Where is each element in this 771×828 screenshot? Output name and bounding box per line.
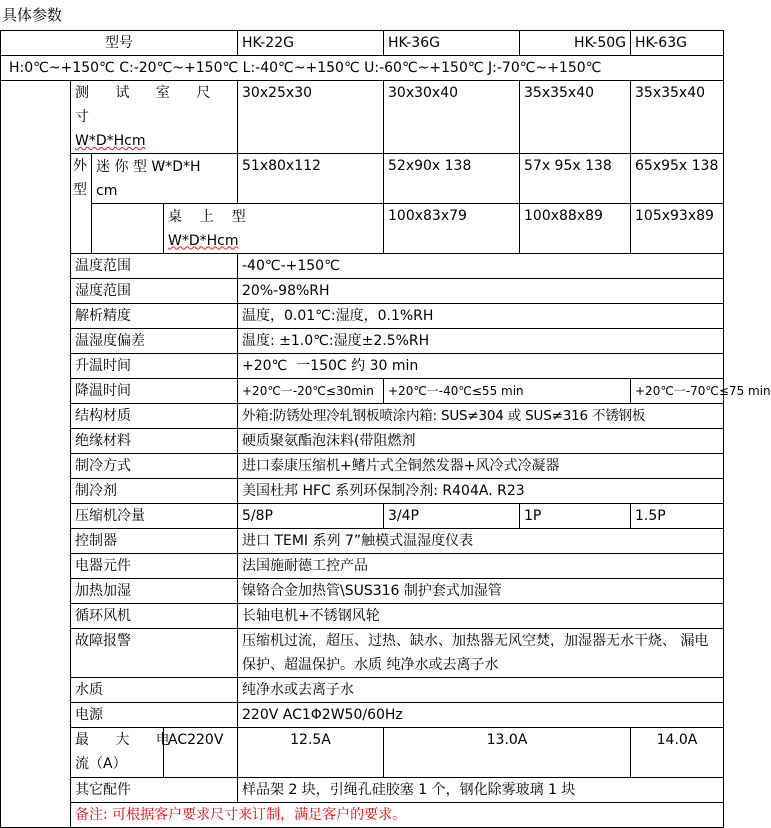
spec-value: 温度: ±1.0℃:湿度±2.5%RH [238, 329, 724, 354]
spec-row [1, 678, 724, 703]
current-label [71, 728, 181, 778]
spec-value: +20℃一-40℃≤55 min [384, 379, 631, 404]
current-label-line-2: 流（A） [75, 756, 127, 772]
spec-value: 3/4P [384, 504, 520, 529]
note-text: 备注: 可根据客户要求尺寸来订制，满足客户的要求。 [71, 803, 724, 828]
outer-label [71, 154, 92, 254]
spec-value: 镍铬合金加热管\SUS316 制护套式加湿管 [238, 579, 724, 604]
spec-value: 1.5P [631, 504, 724, 529]
spec-value: 美国杜邦 HFC 系列环保制冷剂: R404A. R23 [238, 479, 724, 504]
model-cell: HK-63G [631, 31, 724, 56]
spec-value: 长轴电机+不锈钢风轮 [238, 604, 724, 629]
model-cell: HK-36G [384, 31, 520, 56]
current-value: 13.0A [384, 728, 631, 778]
spec-label: 制冷剂 [71, 479, 238, 504]
note-row [1, 803, 724, 828]
spec-row [1, 404, 724, 429]
spec-value: 温度，0.01℃:湿度，0.1%RH [238, 304, 724, 329]
spec-row [1, 604, 724, 629]
spec-label: 绝缘材料 [71, 429, 238, 454]
spec-label: 电源 [71, 703, 238, 728]
blank-cell [92, 204, 164, 254]
outer-label-char: 外 [73, 158, 87, 174]
desk-size-cell: 100x88x89 [520, 204, 631, 254]
spec-value: 纯净水或去离子水 [238, 678, 724, 703]
model-label: 型号 [1, 31, 238, 56]
current-label-line-1: 最 大 电 [75, 732, 181, 748]
desk-size-label-line-2: W*D*Hcm [168, 232, 239, 249]
spec-value: 进口泰康压缩机+鳍片式全铜然发器+风冷式冷凝器 [238, 454, 724, 479]
current-row [1, 728, 724, 778]
chamber-size-cell: 35x35x40 [520, 81, 631, 154]
spec-value: 样品架 2 块，引绳孔硅胶塞 1 个，钢化除雾玻璃 1 块 [238, 778, 724, 803]
spec-row [1, 329, 724, 354]
desk-size-row [1, 204, 724, 254]
temp-codes-row [1, 56, 724, 81]
spec-label: 加热加湿 [71, 579, 238, 604]
spec-row [1, 379, 724, 404]
spec-label: 控制器 [71, 529, 238, 554]
spec-label: 温度范围 [71, 254, 238, 279]
spec-value: -40℃-+150℃ [238, 254, 724, 279]
mini-size-cell: 51x80x112 [238, 154, 384, 204]
spec-value: 硬质聚氨酯泡沫料(带阻燃剂 [238, 429, 724, 454]
spec-value: +20℃ 一150C 约 30 min [238, 354, 724, 379]
desk-size-label [164, 204, 384, 254]
spec-row [1, 279, 724, 304]
chamber-size-cell: 30x25x30 [238, 81, 384, 154]
spec-value: 220V AC1Φ2W50/60Hz [238, 703, 724, 728]
spec-value: +20℃一-70℃≤75 min [631, 379, 724, 404]
spec-value: 20%-98%RH [238, 279, 724, 304]
spec-row [1, 454, 724, 479]
spec-row [1, 778, 724, 803]
spec-label: 水质 [71, 678, 238, 703]
spec-label: 电器元件 [71, 554, 238, 579]
model-cell: HK-22G [238, 31, 384, 56]
page-title: 具体参数 [2, 6, 63, 24]
spec-row [1, 554, 724, 579]
spec-label: 降温时间 [71, 379, 238, 404]
spec-label: 制冷方式 [71, 454, 238, 479]
chamber-size-label-line-1: 测 试 室 尺 寸 [75, 85, 222, 125]
header-row [1, 31, 724, 56]
blank-column [1, 254, 71, 803]
spec-row [1, 304, 724, 329]
mini-size-label-line-2: cm [96, 182, 118, 199]
current-value: 12.5A [238, 728, 384, 778]
desk-size-cell: 100x83x79 [384, 204, 520, 254]
spec-value: 外箱:防锈处理冷轧钢板喷涂内箱: SUS≠304 或 SUS≠316 不锈钢板 [238, 404, 724, 429]
spec-label: 结构材质 [71, 404, 238, 429]
chamber-size-row [1, 81, 724, 154]
chamber-size-label-line-2: W*D*Hcm [75, 133, 146, 149]
spec-row [1, 579, 724, 604]
spec-row [1, 354, 724, 379]
spec-row [1, 529, 724, 554]
mini-size-cell: 65x95x 138 [631, 154, 724, 204]
mini-size-label-line-1: 迷 你 型 W*D*H [96, 158, 201, 175]
desk-size-cell: 105x93x89 [631, 204, 724, 254]
spec-row [1, 429, 724, 454]
spec-row [1, 629, 724, 678]
spec-row [1, 504, 724, 529]
spec-value: 1P [520, 504, 631, 529]
spec-label: 其它配件 [71, 778, 238, 803]
spec-value: 法国施耐德工控产品 [238, 554, 724, 579]
spec-label: 解析精度 [71, 304, 238, 329]
spec-label: 循环风机 [71, 604, 238, 629]
model-cell: HK-50G [520, 31, 631, 56]
spec-value: 压缩机过流，超压、过热、缺水、加热器无风空焚，加湿器无水干烧、 漏电保护、超温保护。水质 纯净水或去离子水 [238, 629, 724, 678]
mini-size-row [1, 154, 724, 204]
outer-label-char: 型 [73, 182, 87, 198]
spec-label: 湿度范围 [71, 279, 238, 304]
chamber-size-label [71, 81, 238, 154]
mini-size-label [92, 154, 238, 204]
blank-cell [1, 803, 71, 828]
chamber-size-cell: 35x35x40 [631, 81, 724, 154]
spec-value: 进口 TEMI 系列 7”触模式温湿度仪表 [238, 529, 724, 554]
spec-row [1, 479, 724, 504]
spec-label: 温湿度偏差 [71, 329, 238, 354]
current-value: 14.0A [631, 728, 724, 778]
spec-row [1, 703, 724, 728]
blank-cell [1, 81, 71, 254]
spec-label: 故障报警 [71, 629, 238, 678]
temp-codes: H:0℃~+150℃ C:-20℃~+150℃ L:-40℃~+150℃ U:-60℃~+150℃ J:-70℃~+150℃ [1, 56, 724, 81]
current-voltage: AC220V [164, 728, 238, 778]
spec-value: 5/8P [238, 504, 384, 529]
spec-label: 压缩机冷量 [71, 504, 238, 529]
mini-size-cell: 52x90x 138 [384, 154, 520, 204]
spec-row [1, 254, 724, 279]
spec-table [0, 30, 771, 828]
desk-size-label-line-1: 桌 上 型 [168, 208, 246, 225]
spec-value: +20℃一-20℃≤30min [238, 379, 384, 404]
spec-label: 升温时间 [71, 354, 238, 379]
chamber-size-cell: 30x30x40 [384, 81, 520, 154]
mini-size-cell: 57x 95x 138 [520, 154, 631, 204]
